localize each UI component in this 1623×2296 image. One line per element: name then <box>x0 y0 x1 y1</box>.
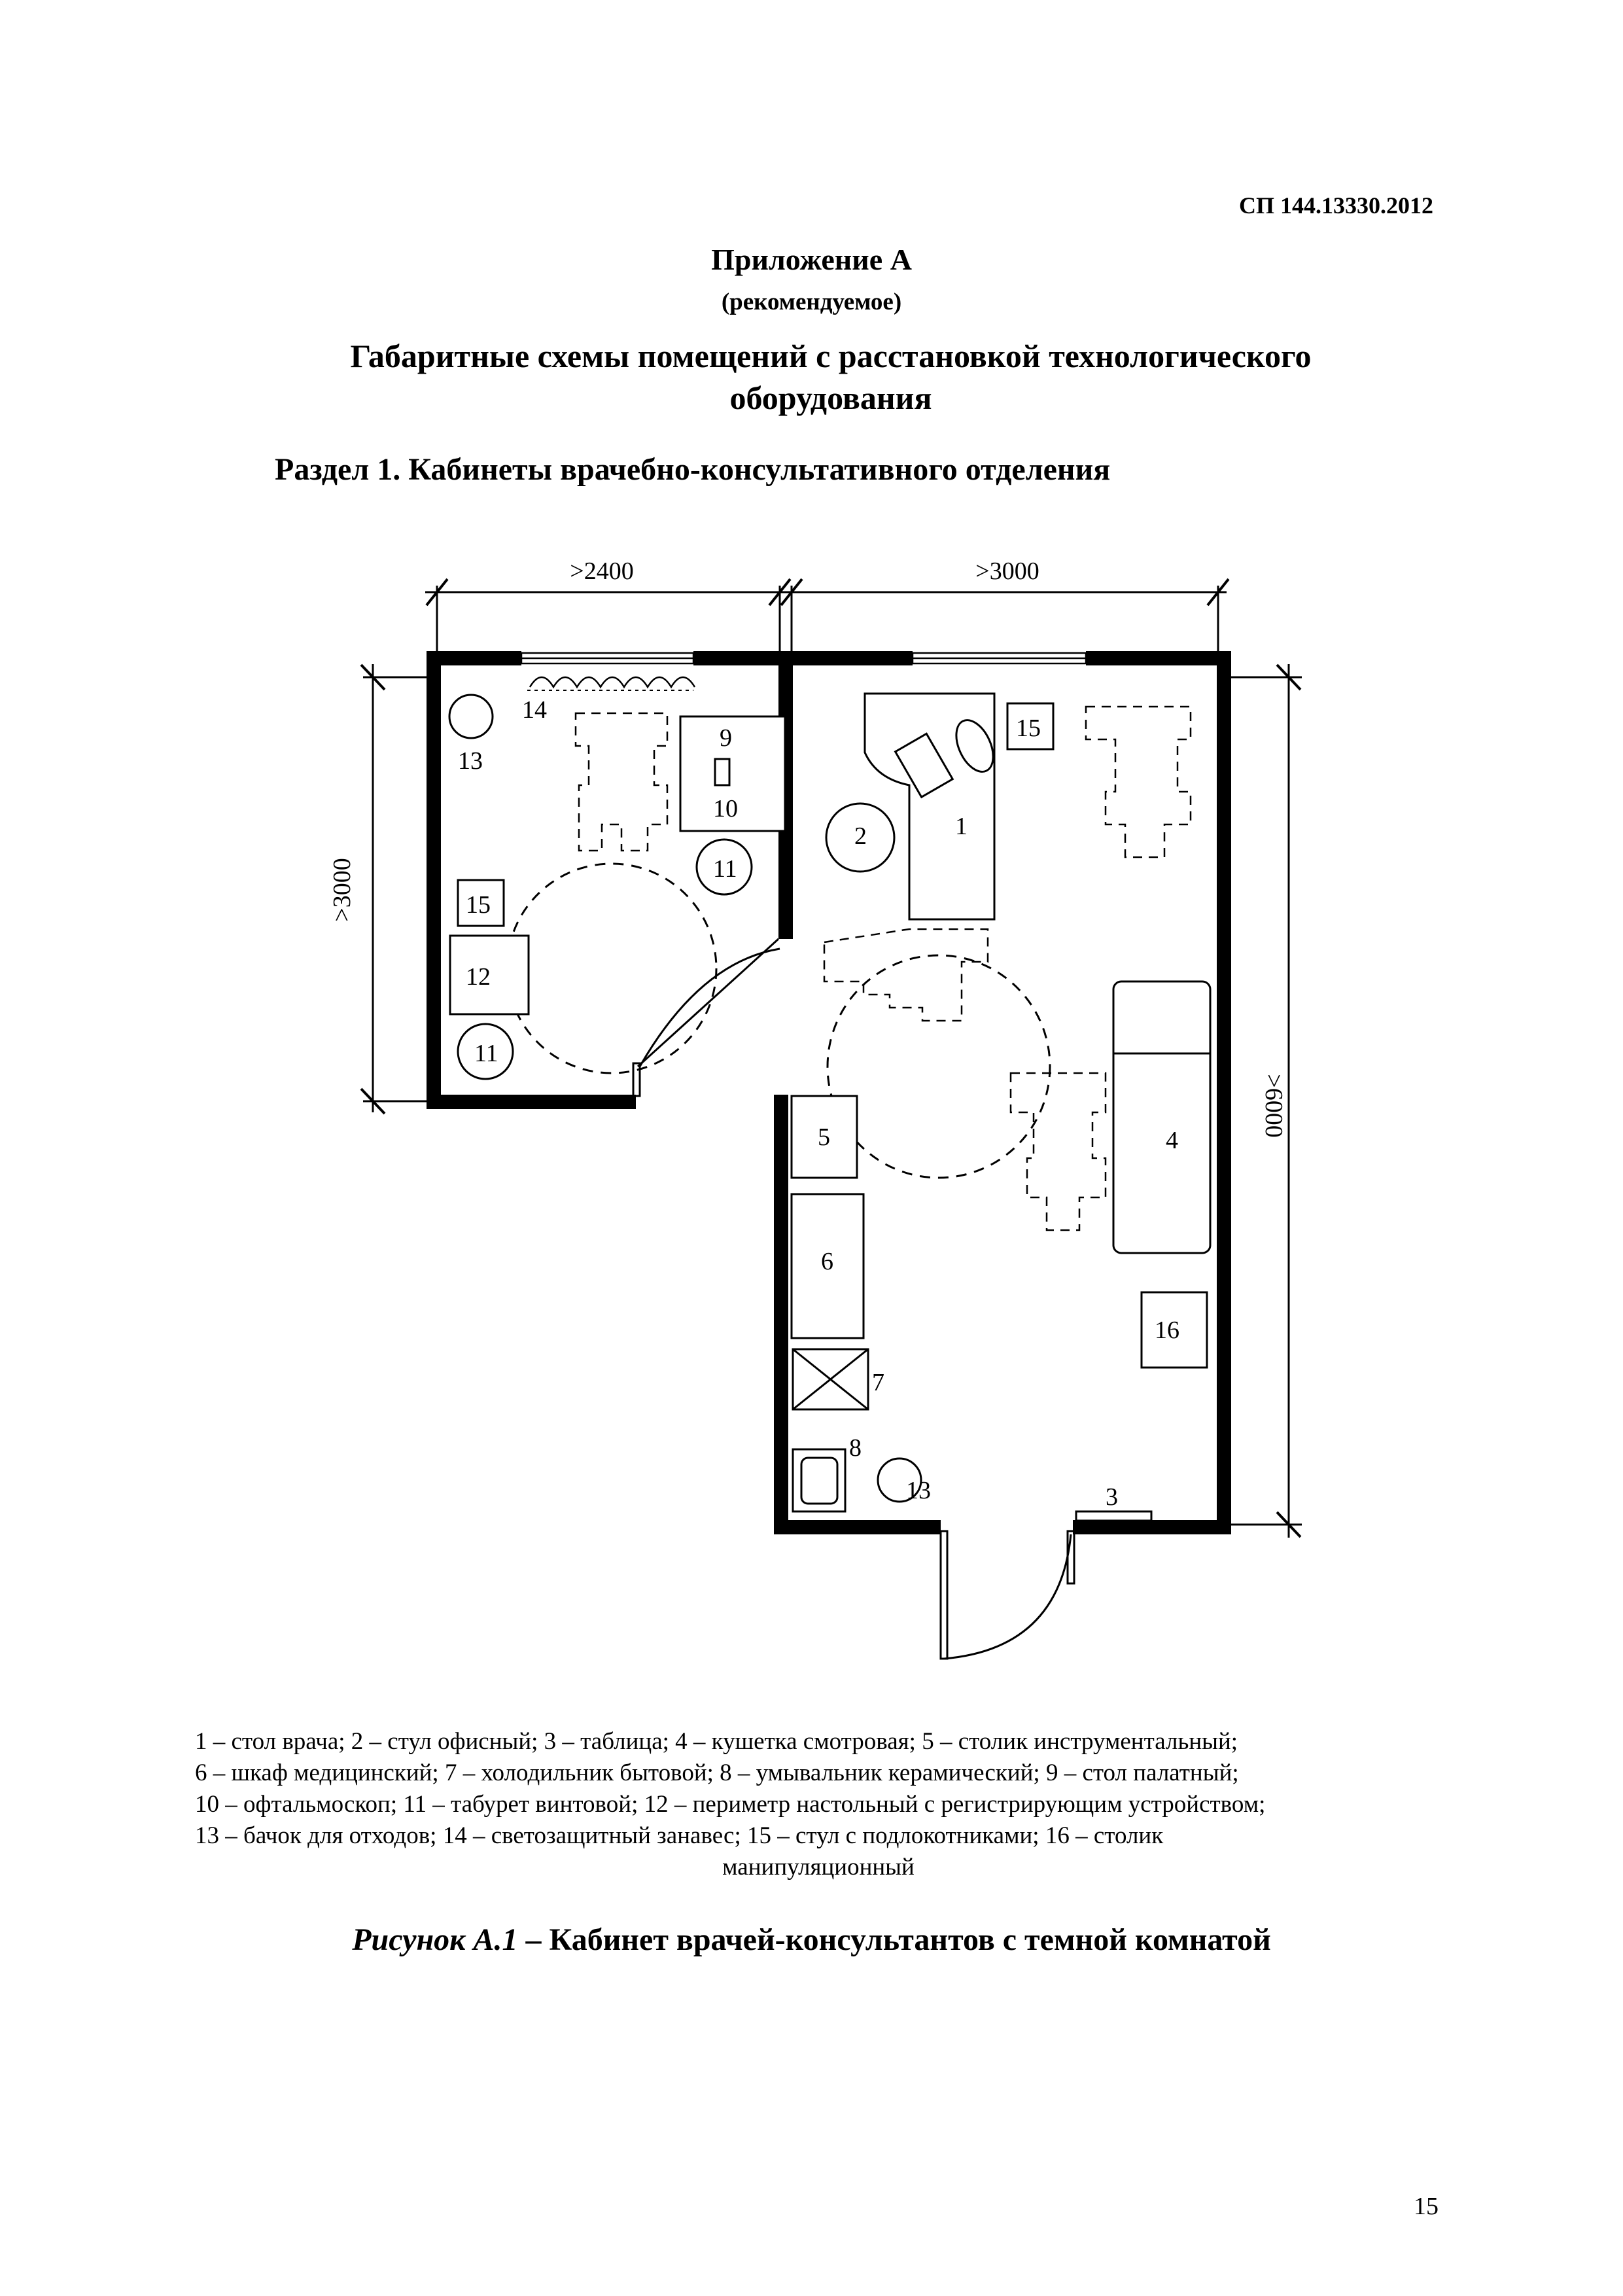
label-7: 7 <box>872 1369 884 1396</box>
label-16: 16 <box>1155 1316 1179 1344</box>
dimension-top-left: >2400 <box>570 557 634 585</box>
dimension-top-right: >3000 <box>975 557 1039 585</box>
section-title: Раздел 1. Кабинеты врачебно-консультативного отделения <box>275 452 1111 487</box>
dimension-left: >3000 <box>328 858 356 922</box>
label-1: 1 <box>955 813 968 840</box>
legend-line: 10 – офтальмоскоп; 11 – табурет винтовой; 12 – периметр настольный с регистрирующим устройством; <box>195 1791 1266 1818</box>
label-5: 5 <box>818 1123 830 1151</box>
appendix-subtitle: (рекомендуемое) <box>721 289 902 315</box>
ophthalmoscope <box>715 759 729 785</box>
label-13-upper: 13 <box>458 747 483 775</box>
label-3: 3 <box>1106 1483 1118 1511</box>
label-8: 8 <box>849 1434 862 1462</box>
legend-line: 13 – бачок для отходов; 14 – светозащитный занавес; 15 – стул с подлокотниками; 16 – столик <box>195 1822 1164 1849</box>
legend-line: манипуляционный <box>722 1854 915 1881</box>
examination-couch <box>1113 981 1210 1253</box>
label-9: 9 <box>720 724 732 752</box>
appendix-title: Приложение А <box>711 243 912 276</box>
label-11-lower: 11 <box>474 1040 498 1067</box>
figure-legend <box>195 1726 1442 1883</box>
figure-caption <box>0 1922 1623 1958</box>
label-2: 2 <box>854 822 867 850</box>
label-15-lower: 15 <box>466 891 491 919</box>
legend-line: 6 – шкаф медицинский; 7 – холодильник бытовой; 8 – умывальник керамический; 9 – стол палатный; <box>195 1759 1239 1786</box>
caption-text: – Кабинет врачей-консультантов с темной комнатой <box>517 1922 1271 1957</box>
label-15-upper: 15 <box>1016 715 1041 742</box>
curtain <box>530 677 695 687</box>
document-code: СП 144.13330.2012 <box>1239 192 1433 219</box>
legend-line: 1 – стол врача; 2 – стул офисный; 3 – таблица; 4 – кушетка смотровая; 5 – столик инструментальный; <box>195 1728 1238 1755</box>
caption-prefix: Рисунок А.1 <box>352 1922 518 1957</box>
label-6: 6 <box>821 1248 833 1275</box>
waste-bin-upper <box>449 695 493 738</box>
label-11-upper: 11 <box>713 855 737 883</box>
label-10: 10 <box>713 795 738 822</box>
page-number: 15 <box>1414 2193 1439 2220</box>
wheelchair-outlines <box>576 707 1191 1230</box>
label-13-lower: 13 <box>906 1477 931 1504</box>
label-12: 12 <box>466 963 491 991</box>
label-14: 14 <box>522 696 547 724</box>
main-title: Габаритные схемы помещений с расстановкой технологического оборудования <box>350 338 1312 416</box>
dimension-right: >6000 <box>1260 1074 1287 1138</box>
label-4: 4 <box>1166 1127 1178 1154</box>
wall-sign <box>1076 1511 1151 1521</box>
